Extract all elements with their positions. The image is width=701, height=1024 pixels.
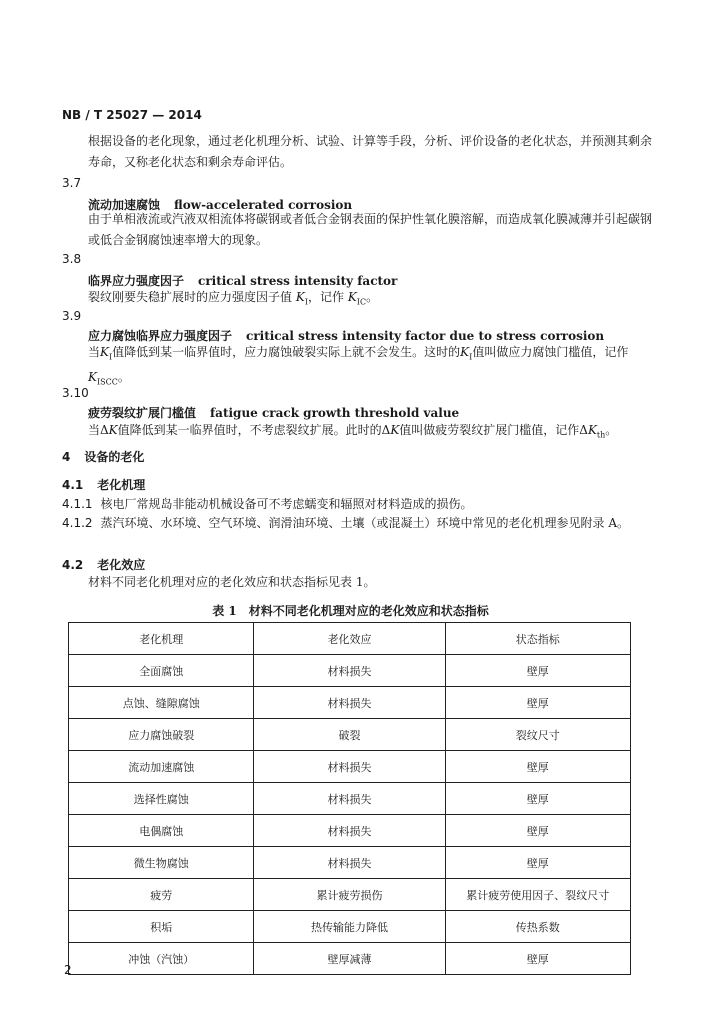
table-caption: 表 1 材料不同老化机理对应的老化效应和状态指标 [212, 604, 489, 618]
table-cell: 材料损失 [254, 687, 445, 719]
definition-text: 当 [88, 345, 101, 359]
table-cell: 破裂 [254, 719, 445, 751]
table-cell: 材料损失 [254, 751, 445, 783]
table-cell: 壁厚 [445, 751, 630, 783]
table-cell: 壁厚 [445, 943, 630, 975]
section-title: 老化机理 [97, 478, 146, 492]
document-code-header: NB / T 25027 — 2014 [62, 108, 202, 122]
definition-text: 。 [605, 423, 618, 437]
section-title: 设备的老化 [84, 450, 145, 464]
table-cell: 应力腐蚀破裂 [69, 719, 254, 751]
definition-text: 。 [366, 290, 379, 304]
definition-text: 值降低到某一临界值时，不考虑裂纹扩展。此时的Δ [117, 423, 391, 437]
header-cell-effect: 老化效应 [254, 623, 445, 655]
subscript: I [469, 352, 473, 362]
subscript: I [304, 297, 308, 307]
table-cell: 材料损失 [254, 847, 445, 879]
table-cell: 壁厚 [445, 655, 630, 687]
symbol-k: K [295, 290, 305, 304]
table-cell: 冲蚀（汽蚀） [69, 943, 254, 975]
clause-3-7-definition: 由于单相液流或汽液双相流体将碳钢或者低合金钢表面的保护性氧化膜溶解，而造成氧化膜减薄并引起碳钢或低合金钢腐蚀速率增大的现象。 [88, 212, 653, 247]
section-4-heading [62, 448, 144, 465]
clause-text: 核电厂常规岛非能动机械设备可不考虑蠕变和辐照对材料造成的损伤。 [100, 497, 473, 511]
definition-text: 值降低到某一临界值时，应力腐蚀破裂实际上就不会发生。这时的 [112, 345, 461, 359]
table-cell: 裂纹尺寸 [445, 719, 630, 751]
table-row [69, 943, 631, 975]
definition-text: 当Δ [88, 423, 109, 437]
table-header-row [69, 623, 631, 655]
intro-paragraph: 根据设备的老化现象，通过老化机理分析、试验、计算等手段，分析、评价设备的老化状态，并预测其剩余寿命，又称老化状态和剩余寿命评估。 [88, 134, 653, 169]
table-cell: 电偶腐蚀 [69, 815, 254, 847]
table-row [69, 751, 631, 783]
subscript: th [596, 430, 606, 440]
clause-3-10-term [88, 404, 459, 421]
definition-text: 值叫做疲劳裂纹扩展门槛值，记作Δ [399, 423, 588, 437]
table-cell: 积垢 [69, 911, 254, 943]
table-row [69, 783, 631, 815]
clause-3-10-number: 3.10 [62, 386, 89, 400]
table-cell: 点蚀、缝隙腐蚀 [69, 687, 254, 719]
section-4-1-heading [62, 476, 145, 493]
aging-mechanism-table [68, 622, 631, 975]
definition-text: 裂纹刚要失稳扩展时的应力强度因子值 [88, 290, 293, 304]
subscript: I [108, 352, 113, 362]
page-number: 2 [64, 963, 72, 977]
table-cell: 选择性腐蚀 [69, 783, 254, 815]
table-row [69, 879, 631, 911]
term-en: critical stress intensity factor due to stress corrosion [246, 329, 605, 343]
term-cn: 临界应力强度因子 [88, 274, 185, 288]
clause-3-8-definition [62, 287, 656, 312]
table-cell: 壁厚 [445, 783, 630, 815]
table-cell: 累计疲劳使用因子、裂纹尺寸 [445, 879, 630, 911]
section-number: 4.1 [62, 478, 84, 492]
clause-3-9-number: 3.9 [62, 309, 82, 323]
term-en: critical stress intensity factor [198, 274, 398, 288]
header-cell-mechanism: 老化机理 [69, 623, 254, 655]
table-cell: 壁厚 [445, 687, 630, 719]
symbol-k: K [347, 290, 357, 304]
table-cell: 热传输能力降低 [254, 911, 445, 943]
clause-text: 蒸汽环境、水环境、空气环境、润滑油环境、土壤（或混凝土）环境中常见的老化机理参见附录 A。 [100, 516, 630, 530]
definition-text: 值叫做应力腐蚀门槛值，记作 [472, 345, 629, 359]
table-cell: 材料损失 [254, 783, 445, 815]
clause-3-10-definition [62, 420, 656, 445]
table-cell: 壁厚减薄 [254, 943, 445, 975]
table-cell: 流动加速腐蚀 [69, 751, 254, 783]
symbol-k: K [390, 423, 400, 437]
table-row [69, 687, 631, 719]
clause-3-7-number: 3.7 [62, 176, 82, 190]
section-title: 老化效应 [97, 558, 146, 572]
definition-text: 。 [117, 370, 130, 385]
subscript: ISCC [96, 377, 118, 387]
subscript: IC [356, 297, 367, 307]
table-cell: 材料损失 [254, 815, 445, 847]
table-cell: 材料损失 [254, 655, 445, 687]
table-row [69, 719, 631, 751]
term-en: fatigue crack growth threshold value [210, 406, 460, 420]
table-cell: 壁厚 [445, 815, 630, 847]
table-cell: 传热系数 [445, 911, 630, 943]
clause-number: 4.1.1 [62, 497, 93, 511]
table-row [69, 655, 631, 687]
header-cell-indicator: 状态指标 [445, 623, 630, 655]
symbol-k: K [460, 345, 470, 359]
table-cell: 壁厚 [445, 847, 630, 879]
section-4-2-text: 材料不同老化机理对应的老化效应和状态指标见表 1。 [88, 575, 376, 589]
symbol-k: K [108, 423, 118, 437]
table-cell: 全面腐蚀 [69, 655, 254, 687]
table-row [69, 911, 631, 943]
symbol-k: K [100, 345, 109, 359]
term-cn: 应力腐蚀临界应力强度因子 [88, 329, 233, 343]
term-cn: 疲劳裂纹扩展门槛值 [88, 406, 197, 420]
clause-number: 4.1.2 [62, 516, 93, 530]
section-number: 4 [62, 450, 71, 464]
table-row [69, 847, 631, 879]
table-cell: 微生物腐蚀 [69, 847, 254, 879]
section-4-2-heading [62, 556, 145, 573]
symbol-k: K [88, 370, 97, 385]
clause-3-9-definition [62, 342, 656, 393]
table-row [69, 815, 631, 847]
term-cn: 流动加速腐蚀 [88, 198, 161, 212]
definition-text: ，记作 [307, 290, 344, 304]
table-cell: 疲劳 [69, 879, 254, 911]
clause-4-1-2 [62, 513, 630, 534]
term-en: flow-accelerated corrosion [174, 198, 353, 212]
table-cell: 累计疲劳损伤 [254, 879, 445, 911]
clause-4-1-1 [62, 495, 473, 512]
symbol-k: K [587, 423, 597, 437]
clause-3-8-number: 3.8 [62, 252, 82, 266]
section-number: 4.2 [62, 558, 84, 572]
